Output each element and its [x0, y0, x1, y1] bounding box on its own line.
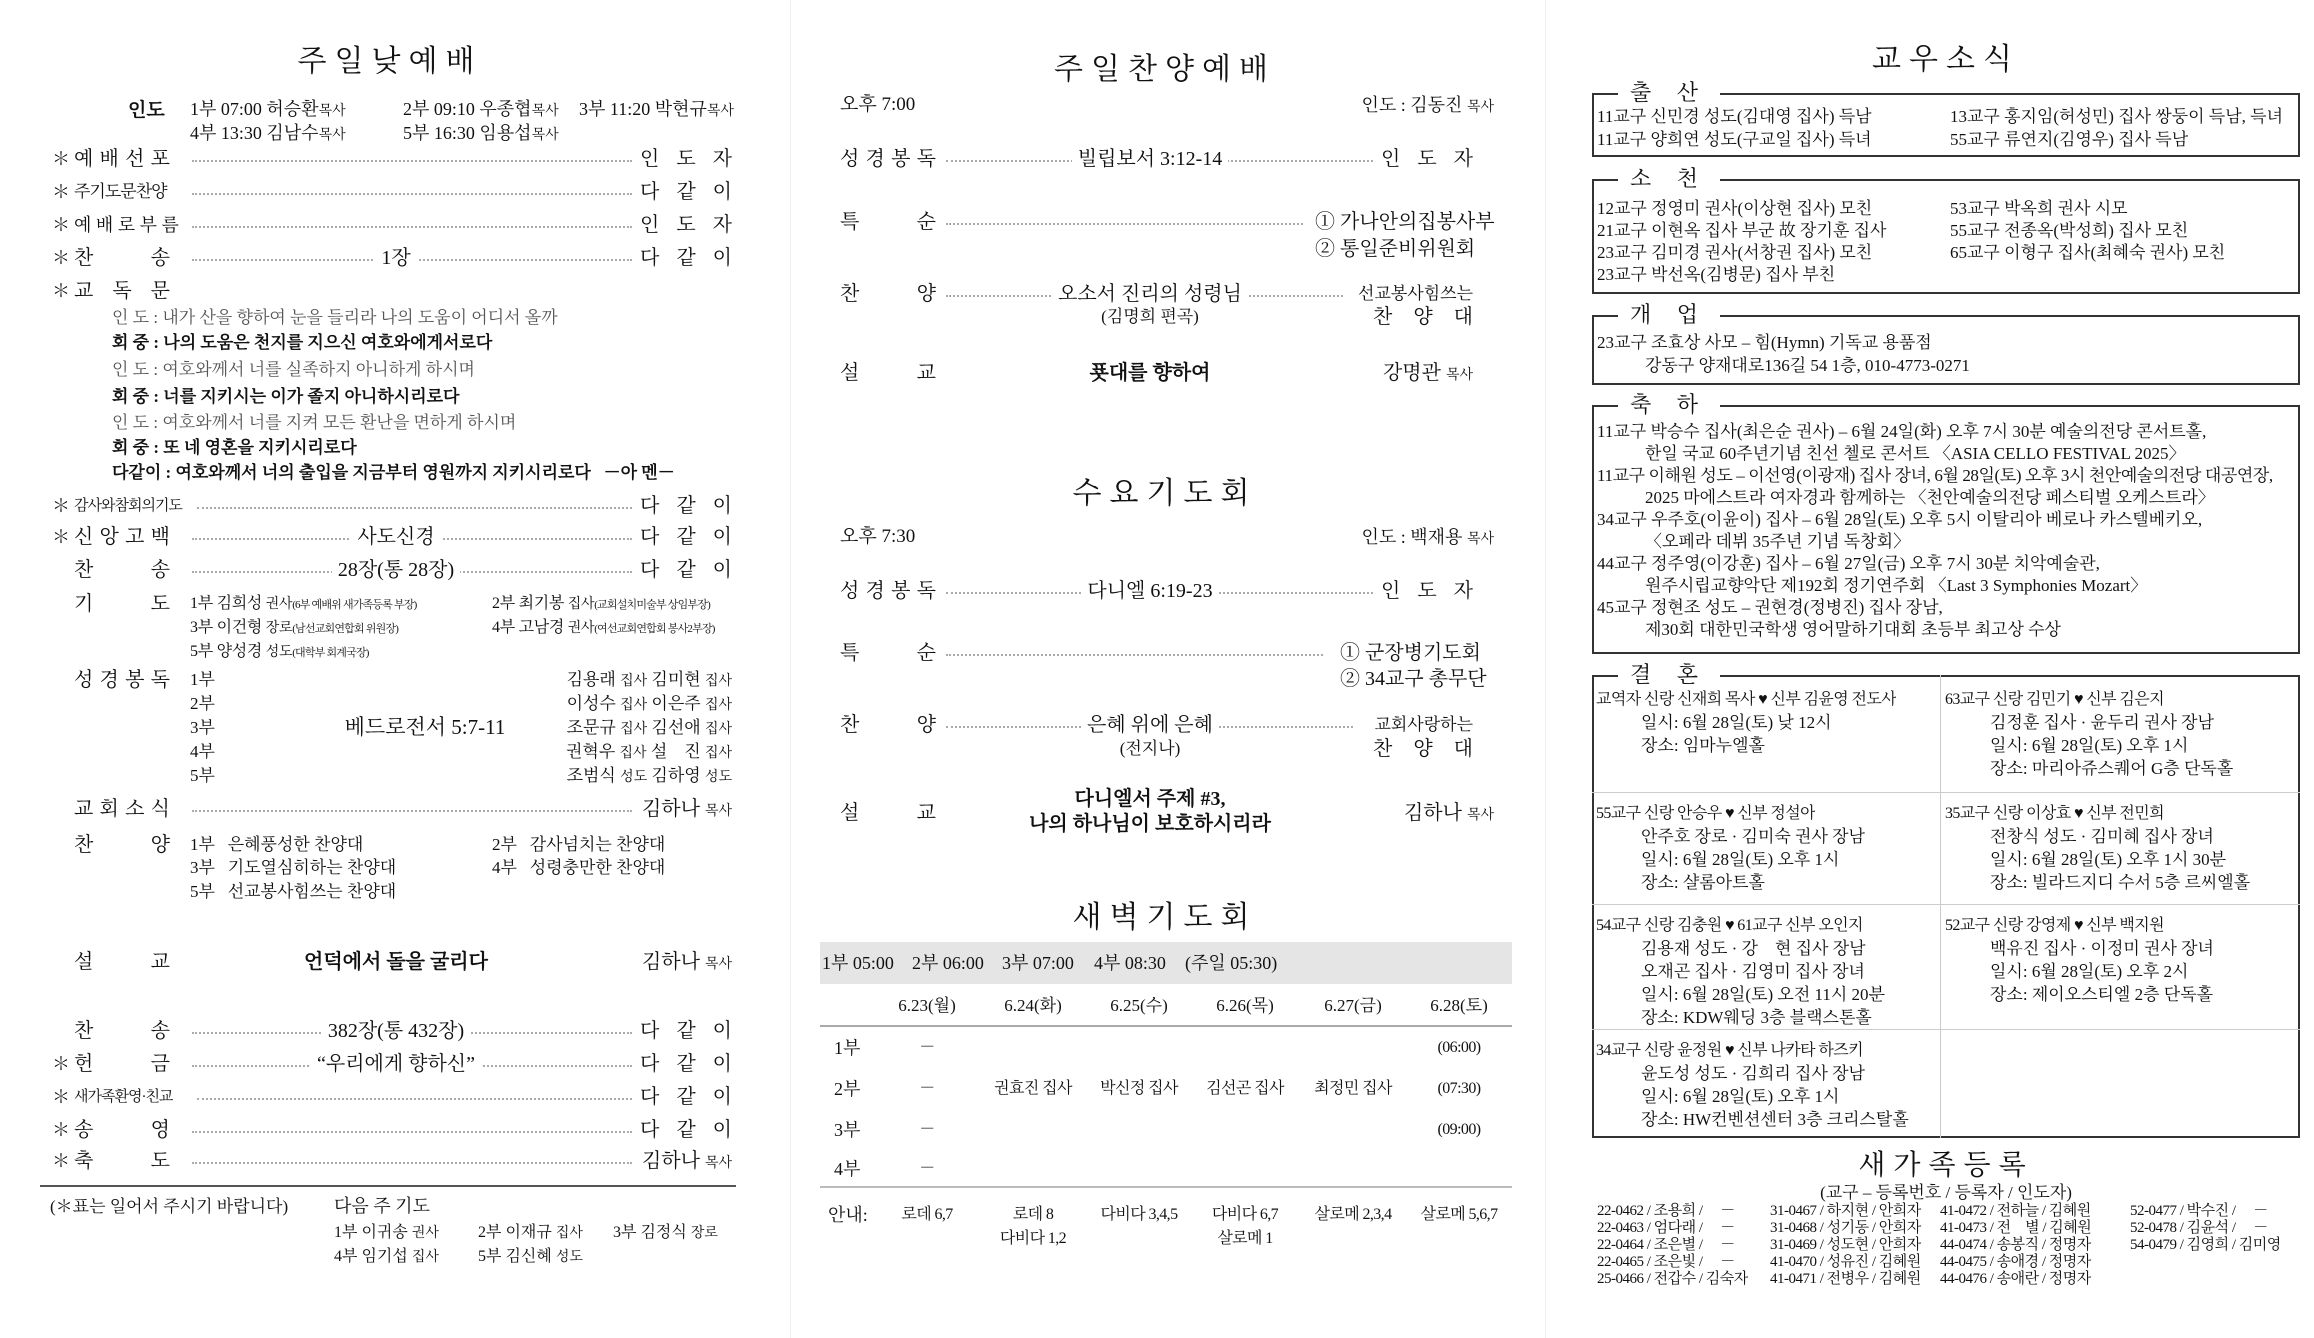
- order-label: 예 배 선 포: [74, 148, 170, 170]
- news-item: 23교구 박선옥(김병문) 집사 부친: [1597, 265, 1836, 284]
- wedding-couple: 34교구 신랑 윤정원 ♥ 신부 나카타 하즈키: [1596, 1042, 1863, 1059]
- divider-line: [820, 1186, 1512, 1188]
- news-item: 제30회 대한민국학생 영어말하기대회 초등부 최고상 수상: [1645, 620, 2061, 639]
- order-label: 예 배 로 부 름: [74, 215, 179, 235]
- wedding-detail: 장소: 빌라드지디 수서 5층 르씨엘홀: [1990, 873, 2251, 892]
- news-item: 2025 마에스트라 여자경과 함께하는 〈천안예술의전당 페스티벌 오케스트라〉: [1645, 488, 2215, 507]
- new-family-entry: 31-0469 / 성도현 / 안희자: [1770, 1237, 1921, 1253]
- wedding-couple: 54교구 신랑 김충원 ♥ 61교구 신부 오인지: [1596, 917, 1863, 934]
- dawn-part: 3부: [834, 1120, 861, 1140]
- news-item: 55교구 전종옥(박성희) 집사 모친: [1950, 221, 2189, 240]
- order-label: 설 교: [840, 362, 936, 384]
- section-title: 새벽기도회: [1072, 901, 1258, 934]
- news-item: 55교구 류연지(김영우) 집사 득남: [1950, 130, 2189, 149]
- prayer-item: 1부 김희성 권사(6부 예배위 새가족등록 부장): [190, 595, 417, 612]
- column-divider: [1545, 0, 1546, 1338]
- divider-line: [40, 1185, 736, 1187]
- wedding-couple: 52교구 신랑 강영제 ♥ 신부 백지원: [1945, 917, 2164, 934]
- guide-text: 다비다 1,2: [999, 1230, 1067, 1247]
- reading-text: 여호와께서 너의 출입을 지금부터 영원까지 지키시리로다: [175, 463, 591, 482]
- choir-item: 4부 성령충만한 찬양대: [492, 858, 666, 877]
- order-label: 축 도: [74, 1150, 170, 1172]
- anthem-title: 오소서 진리의 성령님: [1052, 283, 1248, 305]
- choir-item: 2부 감사넘치는 찬양대: [492, 835, 666, 854]
- wedding-detail: 장소: 마리아쥬스퀘어 G층 단독홀: [1990, 759, 2234, 778]
- standing-mark: ＊: [52, 527, 70, 547]
- order-label: 찬 송: [74, 1020, 170, 1042]
- box-label: 출 산: [1618, 79, 1720, 107]
- wedding-detail: 일시: 6월 28일(토) 오후 1시: [1641, 1087, 1840, 1106]
- sermon-title: 푯대를 향하여: [1084, 362, 1217, 384]
- new-family-entry: 44-0475 / 송애경 / 정명자: [1940, 1254, 2091, 1270]
- order-item: [52, 557, 732, 583]
- preacher: 김하나 목사: [636, 949, 732, 978]
- service-time: 오후 7:00: [840, 94, 916, 115]
- service-leader: 3부 11:20 박현규목사: [579, 99, 734, 119]
- box-label: 축 하: [1618, 391, 1720, 419]
- wedding-detail: 일시: 6월 28일(토) 오후 2시: [1990, 962, 2189, 981]
- order-role: 다 같 이: [636, 524, 732, 550]
- special-item: ② 34교구 총무단: [1340, 668, 1487, 690]
- dawn-cell: 김선곤 집사: [1206, 1080, 1284, 1097]
- preacher: 김하나 목사: [1403, 802, 1494, 824]
- date-header: 6.23(월): [898, 996, 956, 1015]
- order-role: 김하나 목사: [636, 1148, 732, 1177]
- choir-label: 찬 양 대: [1373, 306, 1473, 328]
- service-leader: 인도 : 백재용 목사: [1361, 527, 1494, 547]
- special-item: ② 통일준비위원회: [1315, 238, 1476, 260]
- order-item: [52, 278, 732, 304]
- box-label: 결 혼: [1618, 661, 1720, 689]
- wedding-detail: 오재곤 집사 · 김영미 집사 장녀: [1641, 962, 1865, 981]
- standing-mark: ＊: [52, 1120, 70, 1140]
- guide-text: 다비다 3,4,5: [1100, 1206, 1178, 1223]
- scripture-part: 5부: [190, 766, 215, 785]
- reading-text: 나의 도움은 천지를 지으신 여호와에게서로다: [163, 333, 493, 352]
- section-title: 교우소식: [1872, 43, 2020, 76]
- order-label: 찬 송: [74, 247, 170, 269]
- news-item: 13교구 홍지임(허성민) 집사 쌍둥이 득남, 득녀: [1950, 107, 2283, 126]
- order-role: 인 도 자: [1377, 578, 1473, 604]
- wedding-couple: 63교구 신랑 김민기 ♥ 신부 김은지: [1945, 691, 2164, 708]
- order-role: 다 같 이: [636, 1084, 732, 1110]
- order-label: 특 순: [840, 211, 936, 233]
- scripture-passage: 베드로전서 5:7-11: [344, 715, 506, 739]
- order-label: 설 교: [74, 951, 170, 973]
- dawn-cell: 최정민 집사: [1314, 1080, 1392, 1097]
- news-item: 21교구 이현옥 집사 부군 故 장기훈 집사: [1597, 221, 1887, 240]
- leader-dots: [192, 1162, 632, 1164]
- new-family-entry: 44-0476 / 송애란 / 정명자: [1940, 1271, 2091, 1287]
- dawn-time: 1부 05:00: [822, 953, 894, 973]
- order-role: 김하나 목사: [636, 796, 732, 825]
- order-item: [52, 1051, 732, 1077]
- choir-item: 1부 은혜풍성한 찬양대: [190, 835, 364, 854]
- scripture-passage: 다니엘 6:19-23: [1081, 580, 1218, 602]
- next-week-item: 5부 김신혜 성도: [478, 1248, 583, 1265]
- order-role: 인 도 자: [636, 212, 732, 238]
- guide-text: 다비다 6,7: [1211, 1206, 1279, 1223]
- wedding-detail: 장소: 임마누엘홀: [1641, 736, 1765, 755]
- new-family-entry: 22-0464 / 조은별 / －: [1597, 1237, 1735, 1253]
- leaders-label: 인도: [128, 100, 165, 121]
- prayer-item: 5부 양성경 성도(대학부 회계국장): [190, 643, 369, 660]
- preacher: 강명관 목사: [1377, 360, 1473, 389]
- date-header: 6.27(금): [1324, 996, 1382, 1015]
- new-family-entry: 44-0474 / 송봉직 / 정명자: [1940, 1237, 2091, 1253]
- service-time: 오후 7:30: [840, 526, 916, 547]
- order-item: [818, 146, 1473, 172]
- order-item: [52, 179, 732, 205]
- order-item: [52, 524, 732, 550]
- scripture-label: 성 경 봉 독: [74, 669, 170, 691]
- dawn-time: (주일 05:30): [1185, 953, 1278, 973]
- scripture-readers: 김용래 집사 김미현 집사: [566, 670, 732, 689]
- leader-dots: [192, 226, 632, 228]
- order-label: 찬 송: [74, 559, 170, 581]
- news-item: 53교구 박옥희 권사 시모: [1950, 199, 2128, 218]
- reading-speaker: 회 중: [112, 333, 150, 352]
- scripture-readers: 이성수 집사 이은주 집사: [566, 694, 732, 713]
- order-role: 다 같 이: [636, 1051, 732, 1077]
- date-header: 6.26(목): [1216, 996, 1274, 1015]
- dawn-cell: (06:00): [1437, 1039, 1481, 1056]
- new-family-entry: 41-0473 / 전 별 / 김혜원: [1940, 1220, 2092, 1236]
- wedding-detail: 일시: 6월 28일(토) 오후 1시 30분: [1990, 850, 2227, 869]
- new-family-entry: 41-0470 / 성유진 / 김혜원: [1770, 1254, 1921, 1270]
- dawn-part: 2부: [834, 1079, 861, 1099]
- new-family-subtitle: (교구 – 등록번호 / 등록자 / 인도자): [1820, 1183, 2072, 1202]
- order-role: 다 같 이: [636, 493, 732, 519]
- creed: 사도신경: [351, 526, 440, 548]
- scripture-part: 1부: [190, 670, 215, 689]
- news-item: 원주시립교향악단 제192회 정기연주회 〈Last 3 Symphonies Mozart〉: [1645, 576, 2148, 595]
- section-title: 수요기도회: [1072, 477, 1258, 510]
- wedding-couple: 교역자 신랑 신재희 목사 ♥ 신부 김윤영 전도사: [1596, 691, 1897, 708]
- wedding-detail: 일시: 6월 28일(토) 오후 1시: [1641, 850, 1840, 869]
- standing-mark: ＊: [52, 149, 70, 169]
- sermon-title: 나의 하나님이 보호하시리라: [1029, 813, 1271, 835]
- wedding-detail: 윤도성 성도 · 김희리 집사 장남: [1641, 1064, 1865, 1083]
- hymn-number: 1장: [375, 247, 416, 269]
- wedding-detail: 안주호 장로 · 김미숙 권사 장남: [1641, 827, 1865, 846]
- news-item: 11교구 이해원 성도 – 이선영(이광재) 집사 장녀, 6월 28일(토) 오후 3시 천안예술의전당 대공연장,: [1597, 466, 2273, 485]
- service-leader: 4부 13:30 김남수목사: [190, 123, 346, 143]
- sermon-title: 언덕에서 돌을 굴리다: [298, 951, 494, 973]
- sermon-row: [818, 360, 1473, 386]
- dawn-time: 4부 08:30: [1094, 953, 1166, 973]
- next-week-item: 3부 김정식 장로: [613, 1224, 718, 1241]
- dawn-part: 4부: [834, 1159, 861, 1179]
- standing-mark: ＊: [52, 496, 70, 516]
- wedding-detail: 장소: KDW웨딩 3층 블랙스톤홀: [1641, 1008, 1872, 1027]
- news-item: 23교구 조효상 사모 – 힘(Hymn) 기독교 용품점: [1597, 333, 1932, 352]
- reading-speaker: 인 도: [112, 413, 150, 432]
- order-item: [52, 1117, 732, 1143]
- wedding-detail: 백유진 집사 · 이정미 권사 장녀: [1990, 939, 2214, 958]
- divider-line: [820, 1025, 1512, 1027]
- standing-mark: ＊: [52, 182, 70, 202]
- service-leader: 인도 : 김동진 목사: [1361, 95, 1494, 115]
- order-item: [52, 1084, 732, 1110]
- choir-item: 3부 기도열심히하는 찬양대: [190, 858, 397, 877]
- news-item: 11교구 신민경 성도(김대영 집사) 득남: [1597, 107, 1872, 126]
- news-item: 45교구 정현조 성도 – 권현경(정병진) 집사 장남,: [1597, 598, 1943, 617]
- new-family-entry: 22-0462 / 조용희 / －: [1597, 1203, 1735, 1219]
- order-label: 감사와참회의기도: [74, 498, 182, 514]
- dawn-cell: 박신정 집사: [1100, 1080, 1178, 1097]
- wedding-couple: 55교구 신랑 안승우 ♥ 신부 정설아: [1596, 805, 1815, 822]
- scripture-part: 3부: [190, 718, 215, 737]
- new-family-entry: 41-0472 / 전하늘 / 김혜원: [1940, 1203, 2091, 1219]
- reading-speaker: 인 도: [112, 360, 150, 379]
- news-item: 12교구 정영미 권사(이상현 집사) 모친: [1597, 199, 1873, 218]
- date-header: 6.24(화): [1004, 996, 1062, 1015]
- hymn-number: 28장(통 28장): [332, 559, 460, 581]
- leader-dots: [192, 1131, 632, 1133]
- order-role: 다 같 이: [636, 245, 732, 271]
- leader-dots: [197, 1098, 632, 1100]
- reading-speaker: 회 중: [112, 387, 150, 406]
- new-family-entry: 41-0471 / 전병우 / 김혜원: [1770, 1271, 1921, 1287]
- order-item: [818, 578, 1473, 604]
- scripture-readers: 조문규 집사 김선애 집사: [566, 718, 732, 737]
- dawn-cell: (09:00): [1437, 1121, 1481, 1138]
- dawn-time: 2부 06:00: [912, 953, 984, 973]
- wedding-detail: 일시: 6월 28일(토) 낮 12시: [1641, 713, 1832, 732]
- dawn-cell: (07:30): [1437, 1080, 1481, 1097]
- scripture-part: 4부: [190, 742, 215, 761]
- new-family-entry: 25-0466 / 전갑수 / 김숙자: [1597, 1271, 1748, 1287]
- order-label: 찬 양: [840, 283, 936, 305]
- order-role: 인 도 자: [636, 146, 732, 172]
- choir-name: 교회사랑하는: [1368, 712, 1473, 738]
- leader-dots: [946, 223, 1303, 225]
- order-role: 다 같 이: [636, 1018, 732, 1044]
- news-item: 65교구 이형구 집사(최혜숙 권사) 모친: [1950, 243, 2226, 262]
- reading-text: 여호와께서 너를 지켜 모든 환난을 면하게 하시며: [162, 413, 517, 432]
- new-family-entry: 54-0479 / 김영희 / 김미영: [2130, 1237, 2281, 1253]
- order-item: [52, 212, 732, 238]
- prayer-item: 4부 고남경 권사(여선교회연합회 봉사2부장): [492, 619, 715, 636]
- leader-dots: [192, 810, 632, 812]
- order-item: [52, 245, 732, 271]
- sermon-row: [52, 949, 732, 975]
- guide-text: 살로메 2,3,4: [1314, 1206, 1392, 1223]
- wedding-detail: 일시: 6월 28일(토) 오후 1시: [1990, 736, 2189, 755]
- arranger: (김명희 편곡): [1101, 307, 1199, 326]
- order-role: 다 같 이: [636, 179, 732, 205]
- guide-text: 로데 6,7: [901, 1206, 953, 1223]
- choir-label: 찬 양 대: [1373, 738, 1473, 760]
- scripture-part: 2부: [190, 694, 215, 713]
- dawn-cell: 권효진 집사: [994, 1080, 1072, 1097]
- reading-speaker: 인 도: [112, 308, 150, 327]
- order-label: 신 앙 고 백: [74, 526, 170, 548]
- guide-text: 살로메 5,6,7: [1420, 1206, 1498, 1223]
- order-label: 성 경 봉 독: [840, 148, 936, 170]
- order-label: 송 영: [74, 1119, 170, 1141]
- wedding-couple: 35교구 신랑 이상효 ♥ 신부 전민희: [1945, 805, 2164, 822]
- new-family-entry: 52-0478 / 김윤석 / －: [2130, 1220, 2268, 1236]
- choir-label: 찬 양: [74, 834, 170, 856]
- section-title: 주일낮예배: [297, 45, 483, 78]
- reading-speaker: 다같이: [112, 463, 162, 482]
- new-family-entry: 31-0467 / 하지현 / 안희자: [1770, 1203, 1921, 1219]
- order-role: 인 도 자: [1377, 146, 1473, 172]
- news-item: 〈오페라 데뷔 35주년 기념 독창회〉: [1645, 532, 1911, 551]
- prayer-item: 3부 이건형 장로(남선교회연합회 위원장): [190, 619, 399, 636]
- dawn-part: 1부: [834, 1038, 861, 1058]
- new-family-title: 새가족등록: [1858, 1150, 2034, 1181]
- choir-item: 5부 선교봉사힘쓰는 찬양대: [190, 882, 397, 901]
- wedding-detail: 일시: 6월 28일(토) 오전 11시 20분: [1641, 985, 1885, 1004]
- order-item: [52, 1018, 732, 1044]
- order-label: 찬 양: [840, 714, 936, 736]
- new-family-entry: 31-0468 / 성기동 / 안희자: [1770, 1220, 1921, 1236]
- date-header: 6.28(토): [1430, 996, 1488, 1015]
- news-item: 11교구 양희연 성도(구교일 집사) 득녀: [1597, 130, 1872, 149]
- wedding-detail: 김정훈 집사 · 윤두리 권사 장남: [1990, 713, 2214, 732]
- special-item: ① 가나안의집봉사부: [1315, 211, 1495, 233]
- order-label: 성 경 봉 독: [840, 580, 936, 602]
- wedding-cell: [1941, 1030, 2300, 1138]
- order-label: 교 독 문: [74, 280, 170, 302]
- order-label: 설 교: [840, 802, 936, 824]
- leader-dots: [192, 193, 632, 195]
- standing-mark: ＊: [52, 215, 70, 235]
- new-family-entry: 52-0477 / 박수진 / －: [2130, 1203, 2268, 1219]
- guide-text: 로데 8: [1012, 1206, 1054, 1223]
- leader-dots: [197, 507, 632, 509]
- news-item: 11교구 박승수 집사(최은순 권사) – 6월 24일(화) 오후 7시 30분 예술의전당 콘서트홀,: [1597, 422, 2207, 441]
- choir-name: 선교봉사힘쓰는: [1352, 281, 1473, 307]
- reading-speaker: 회 중: [112, 438, 150, 457]
- standing-note: (＊표는 일어서 주시기 바랍니다): [50, 1197, 289, 1216]
- standing-mark: ＊: [52, 1151, 70, 1171]
- hymn-number: 382장(통 432장): [322, 1020, 470, 1042]
- prayer-item: 2부 최기봉 집사(교회설치미술부 상임부장): [492, 595, 710, 612]
- special-item: ① 군장병기도회: [1340, 642, 1481, 664]
- standing-mark: ＊: [52, 1054, 70, 1074]
- date-header: 6.25(수): [1110, 996, 1168, 1015]
- anthem-title: 은혜 위에 은혜: [1081, 714, 1219, 736]
- new-family-entry: 22-0463 / 엄다래 / －: [1597, 1220, 1735, 1236]
- box-label: 개 업: [1618, 301, 1720, 329]
- next-week-prayer-label: 다음 주 기도: [334, 1196, 430, 1216]
- prayer-label: 기 도: [74, 593, 170, 615]
- news-item: 강동구 양재대로136길 54 1층, 010-4773-0271: [1645, 356, 1970, 375]
- service-leader: 5부 16:30 임용섭목사: [403, 123, 559, 143]
- wedding-detail: 장소: 샬롬아트홀: [1641, 873, 1765, 892]
- sermon-title: 다니엘서 주제 #3,: [1074, 788, 1226, 810]
- order-item: [52, 146, 732, 172]
- wedding-detail: 장소: 제이오스티엘 2층 단독홀: [1990, 985, 2214, 1004]
- next-week-item: 1부 이귀송 권사: [334, 1224, 439, 1241]
- dawn-cell: －: [919, 1121, 935, 1138]
- arranger: (전지나): [1119, 739, 1181, 758]
- guide-text: 살로메 1: [1217, 1230, 1273, 1247]
- order-label: 헌 금: [74, 1053, 170, 1075]
- dawn-cell: －: [919, 1160, 935, 1177]
- dawn-time: 3부 07:00: [1002, 953, 1074, 973]
- order-role: 다 같 이: [636, 1117, 732, 1143]
- guide-label: 안내:: [828, 1205, 868, 1225]
- news-item: 23교구 김미경 권사(서창권 집사) 모친: [1597, 243, 1873, 262]
- order-label: 교 회 소 식: [74, 798, 170, 820]
- order-item: [52, 796, 732, 822]
- service-leader: 2부 09:10 우종협목사: [403, 99, 559, 119]
- standing-mark: ＊: [52, 281, 70, 301]
- reading-text: 또 네 영혼을 지키시리로다: [163, 438, 357, 457]
- wedding-detail: 김용재 성도 · 강 현 집사 장남: [1641, 939, 1866, 958]
- dawn-cell: －: [919, 1039, 935, 1056]
- wedding-detail: 전창식 성도 · 김미혜 집사 장녀: [1990, 827, 2214, 846]
- standing-mark: ＊: [52, 248, 70, 268]
- leader-dots: [192, 160, 632, 162]
- reading-text: 너를 지키시는 이가 졸지 아니하시리로다: [163, 387, 460, 406]
- reading-text: 여호와께서 너를 실족하지 아니하게 하시며: [162, 360, 475, 379]
- order-item: [818, 712, 1473, 738]
- standing-mark: ＊: [52, 1087, 70, 1107]
- offering-song: “우리에게 향하신”: [311, 1053, 481, 1075]
- order-label: 새가족환영·친교: [74, 1089, 173, 1105]
- scripture-readers: 권혁우 집사 설 진 집사: [565, 742, 732, 761]
- wedding-detail: 장소: HW컨벤션센터 3층 크리스탈홀: [1641, 1110, 1909, 1129]
- amen: －아 멘－: [603, 463, 675, 482]
- section-title: 주일찬양예배: [1054, 53, 1276, 86]
- new-family-entry: 22-0465 / 조은빛 / －: [1597, 1254, 1735, 1270]
- news-item: 44교구 정주영(이강훈) 집사 – 6월 27일(금) 오후 7시 30분 치악예술관,: [1597, 554, 2100, 573]
- box-label: 소 천: [1618, 165, 1720, 193]
- order-item: [52, 1148, 732, 1174]
- news-item: 34교구 우주호(이윤이) 집사 – 6월 28일(토) 오후 5시 이탈리아 베로나 카스텔베키오,: [1597, 510, 2203, 529]
- scripture-readers: 조범식 성도 김하영 성도: [566, 766, 732, 785]
- reading-text: 내가 산을 향하여 눈을 들리라 나의 도움이 어디서 올까: [162, 308, 558, 327]
- order-role: 다 같 이: [636, 557, 732, 583]
- leader-dots: [946, 654, 1323, 656]
- news-item: 한일 국교 60주년기념 친선 첼로 콘서트 〈ASIA CELLO FESTIVAL 2025〉: [1645, 444, 2186, 463]
- column-divider: [790, 0, 791, 1338]
- dawn-cell: －: [919, 1080, 935, 1097]
- service-leader: 1부 07:00 허승환목사: [190, 99, 346, 119]
- order-item: [52, 493, 732, 519]
- order-label: 주기도문찬양: [74, 182, 167, 201]
- order-label: 특 순: [840, 642, 936, 664]
- next-week-item: 2부 이재규 집사: [478, 1224, 583, 1241]
- scripture-passage: 빌립보서 3:12-14: [1072, 148, 1229, 170]
- next-week-item: 4부 임기섭 집사: [334, 1248, 439, 1265]
